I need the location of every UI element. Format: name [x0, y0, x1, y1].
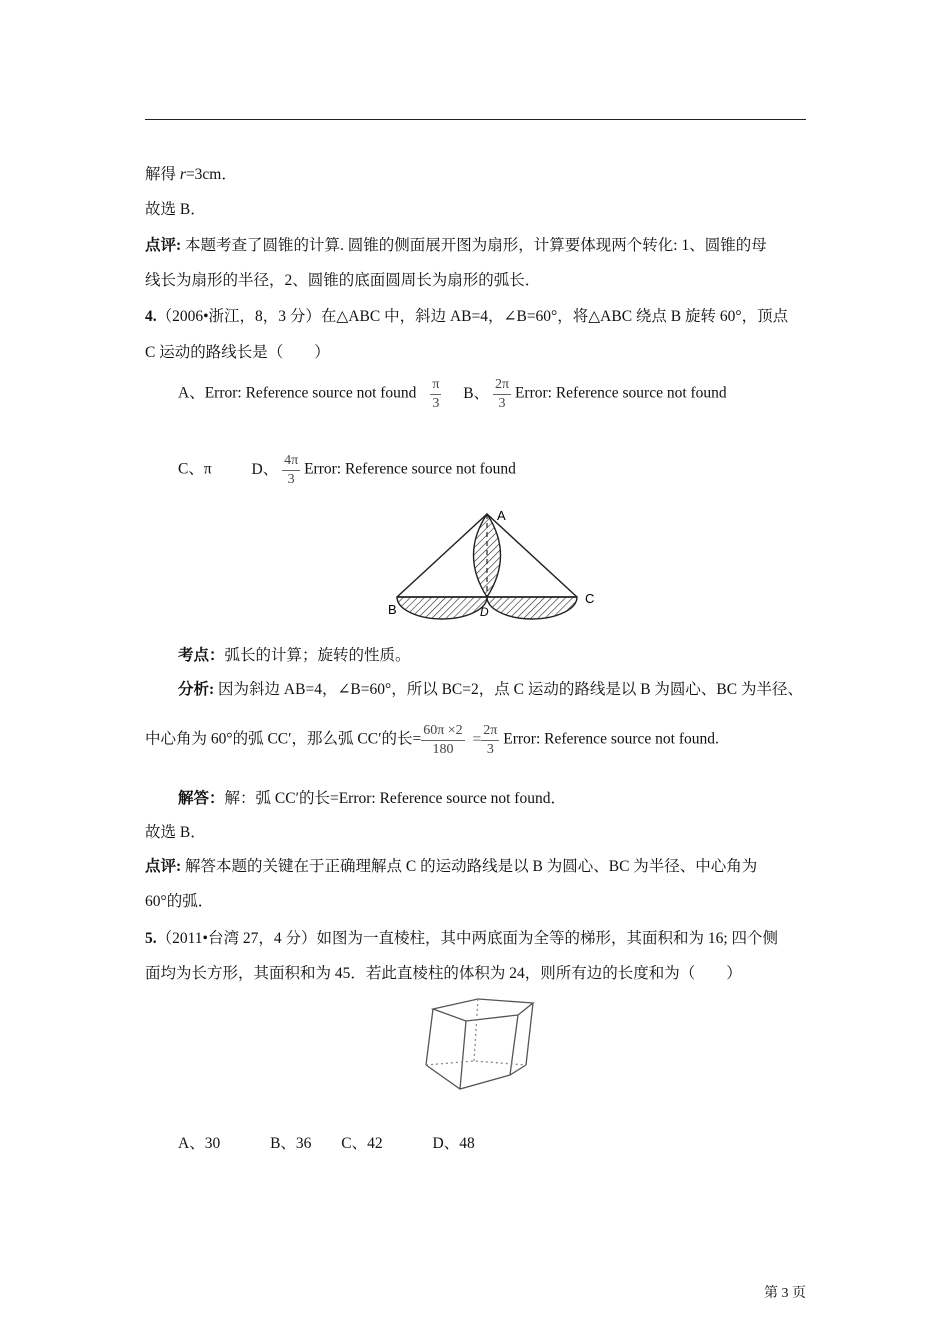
q4-answer: 解答：解：弧 CC′的长=Error: Reference source not found． [178, 790, 566, 807]
header-rule [145, 119, 806, 120]
q5-prism-figure [418, 995, 538, 1095]
q4-analysis-line-1: 分析: 因为斜边 AB=4，∠B=60°，所以 BC=2，点 C 运动的路线是以 B 为圆心、BC 为半径、 [178, 681, 803, 698]
q4-right-semicircle [487, 597, 577, 619]
q4-stem-line-2: C 运动的路线长是（ ） [145, 344, 330, 361]
q4-choose: 故选 B． [145, 824, 206, 841]
q5-edge-left [426, 1009, 433, 1065]
comment-line-1: 点评: 本题考查了圆锥的计算. 圆锥的侧面展开图为扇形，计算要体现两个转化: 1、圆锥的母 [145, 237, 767, 254]
q5-option-a: A、30 [178, 1135, 221, 1152]
q5-option-b: B、36 [270, 1135, 312, 1152]
q5-option-d: D、48 [432, 1135, 475, 1152]
q4-label-d: D [480, 605, 489, 619]
page-footer: 第 3 页 [764, 1286, 806, 1301]
q5-edge-front [460, 1021, 466, 1089]
q4-options-ab [178, 376, 727, 412]
q5-hidden-edge [474, 999, 478, 1061]
q5-stem-line-2: 面均为长方形，其面积和为 45．若此直棱柱的体积为 24，则所有边的长度和为（ ） [145, 965, 742, 982]
q4-arc-result-fraction: $\frac{2\pi}{3}$ [483, 723, 498, 757]
q4-left-semicircle [397, 597, 487, 619]
choose-line: 故选 B． [145, 201, 206, 218]
q4-label-c: C [585, 591, 595, 606]
q4-comment-line-2: 60°的弧． [145, 893, 214, 910]
q5-edge-right-front [510, 1015, 518, 1075]
q4-option-c: C、π [178, 460, 212, 478]
q4-option-d: D、 [251, 460, 279, 478]
comment-line-2: 线长为扇形的半径，2、圆锥的底面圆周长为扇形的弧长． [145, 272, 541, 289]
q4-comment-line-1: 点评: 解答本题的关键在于正确理解点 C 的运动路线是以 B 为圆心、BC 为半径、中心角为 [145, 858, 758, 875]
page-number: 3 [781, 1286, 789, 1301]
q4-arc-fraction: $\frac{60\pi \times 2}{180}$ [423, 723, 463, 757]
q4-option-d-tail: Error: Reference source not found [304, 460, 516, 478]
q4-label-a: A [497, 508, 506, 523]
q5-options [178, 1131, 475, 1153]
q4-option-d-fraction: $\frac{4\pi}{3}$ [284, 453, 299, 487]
q4-option-a-fraction: $\frac{\pi}{3}$ [432, 377, 440, 411]
q4-option-a: A、Error: Reference source not found [178, 384, 417, 402]
q4-options-cd [178, 452, 516, 488]
q4-option-b-fraction: $\frac{2\pi}{3}$ [494, 377, 510, 411]
q5-option-c: C、42 [341, 1135, 383, 1152]
q4-option-b: B、 [463, 384, 490, 402]
q4-stem-line-1: 4.（2006•浙江，8，3 分）在△ABC 中，斜边 AB=4，∠B=60°，将△ABC 绕点 B 旋转 60°，顶点 [145, 308, 789, 325]
q5-stem-line-1: 5.（2011•台湾 27，4 分）如图为一直棱柱，其中两底面为全等的梯形，其面积和为 16; 四个侧 [145, 930, 779, 947]
q4-kaodian: 考点：弧长的计算；旋转的性质。 [178, 647, 411, 664]
solve-line: 解得 r=3cm． [145, 166, 237, 183]
q5-edge-right-back [526, 1003, 533, 1065]
q4-analysis-line-2: 中心角为 60°的弧 CC′，那么弧 CC′的长= $\frac{60\pi \times 2}{180}$ = $\frac{2\pi}{3}$ Error: Reference source not found. [145, 723, 719, 757]
q4-label-b: B [388, 602, 397, 617]
q4-triangle-figure [380, 500, 610, 625]
q4-option-b-tail: Error: Reference source not found [514, 384, 727, 402]
